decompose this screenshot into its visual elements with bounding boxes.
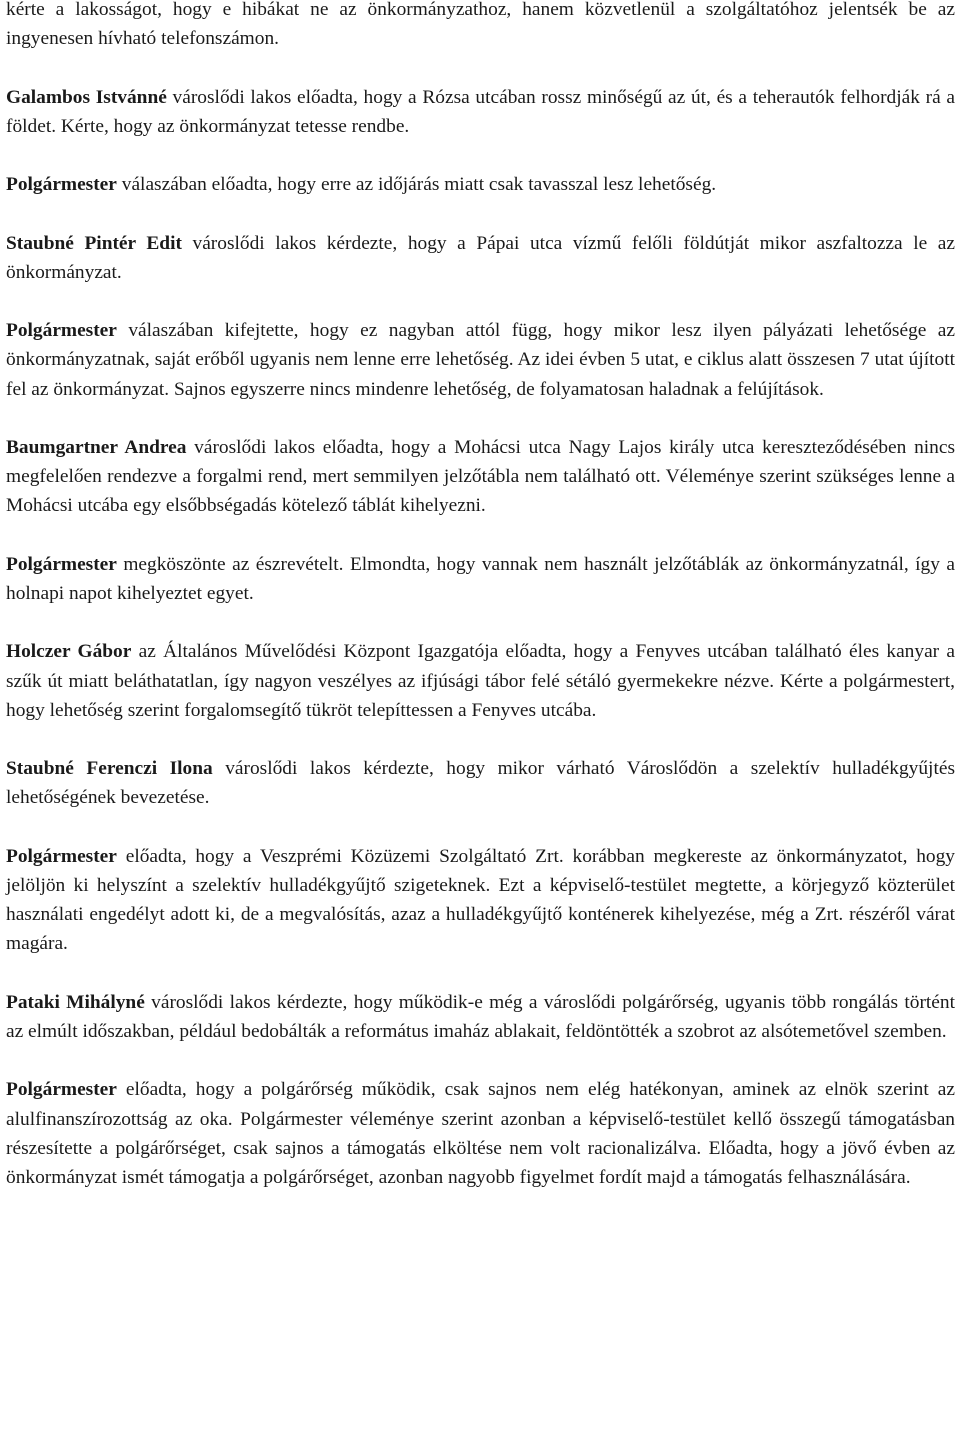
paragraph-text: városlődi lakos kérdezte, hogy a Pápai utca vízmű felőli földútját mikor aszfaltozza le az önkormányzat. [6, 232, 955, 283]
paragraph-8 [6, 637, 955, 725]
speaker-name: Polgármester [6, 845, 117, 867]
paragraph-text: városlődi lakos előadta, hogy a Mohácsi utca Nagy Lajos király utca kereszteződésében nincs megfelelően rendezve a forgalmi rend, mert semmilyen jelzőtábla nem található ott. Véleménye szerint szükséges lenne a Mohácsi utcába egy elsőbbségadás kötelező táblát kihelyezni. [6, 436, 955, 517]
paragraph-text: az Általános Művelődési Központ Igazgatója előadta, hogy a Fenyves utcában található éles kanyar a szűk út miatt beláthatatlan, így nagyon veszélyes az ifjúsági tábor felé sétáló gyermekekre nézve. Kérte a polgármestert, hogy lehetőség szerint forgalomsegítő tükröt telepíttessen a Fenyves utcába. [6, 641, 956, 721]
paragraph-10 [6, 842, 955, 959]
paragraph-12 [6, 1075, 955, 1192]
paragraph-text: válaszában kifejtette, hogy ez nagyban attól függ, hogy mikor lesz ilyen pályázati lehetősége az önkormányzatnak, saját erőből ugyanis nem lenne erre lehetőség. Az idei évben 5 utat, e ciklus alatt összesen 7 utat újított fel az önkormányzat. Sajnos egyszerre nincs mindenre lehetőség, de folyamatosan haladnak a felújítások. [6, 320, 955, 400]
speaker-name: Polgármester [6, 1079, 117, 1101]
paragraph-11 [6, 988, 955, 1046]
speaker-name: Pataki Mihályné [6, 991, 145, 1013]
paragraph-7 [6, 550, 955, 608]
paragraph-4 [6, 229, 955, 287]
document-page [6, 0, 955, 1221]
paragraph-text: előadta, hogy a Veszprémi Közüzemi Szolgáltató Zrt. korábban megkereste az önkormányzatot, hogy jelöljön ki helyszínt a szelektív hulladékgyűjtő szigeteknek. Ezt a képviselő-testület megtette, a körjegyző közterület használati engedélyt adott ki, de a megvalósítás, azaz a hulladékgyűjtő konténerek kihelyezése, még a Zrt. részéről várat magára. [6, 845, 955, 955]
paragraph-2 [6, 83, 955, 141]
speaker-name: Galambos Istvánné [6, 86, 167, 108]
paragraph-text: előadta, hogy a polgárőrség működik, csak sajnos nem elég hatékonyan, aminek az elnök szerint az alulfinanszírozottság az oka. Polgármester véleménye szerint azonban a képviselő-testület kellő összegű támogatásban részesítette a polgárőrséget, csak sajnos a támogatás elköltése nem volt racionalizálva. Előadta, hogy a jövő évben az önkormányzat ismét támogatja a polgárőrséget, azonban nagyobb figyelmet fordít majd a támogatás felhasználására. [6, 1079, 955, 1188]
speaker-name: Staubné Pintér Edit [6, 232, 182, 254]
speaker-name: Polgármester [6, 320, 117, 342]
speaker-name: Staubné Ferenczi Ilona [6, 758, 213, 780]
paragraph-1 [6, 0, 955, 53]
paragraph-text: válaszában előadta, hogy erre az időjárás miatt csak tavasszal lesz lehetőség. [116, 174, 717, 196]
paragraph-text: városlődi lakos kérdezte, hogy működik-e még a városlődi polgárőrség, ugyanis több rongálás történt az elmúlt időszakban, például bedobálták a református imaház ablakait, feldöntötték a szobrot az alsótemetővel szemben. [6, 991, 955, 1042]
paragraph-text: kérte a lakosságot, hogy e hibákat ne az önkormányzathoz, hanem közvetlenül a szolgáltatóhoz jelentsék be az ingyenesen hívható telefonszámon. [6, 0, 955, 50]
speaker-name: Baumgartner Andrea [6, 436, 187, 458]
speaker-name: Polgármester [6, 553, 117, 575]
paragraph-text: városlődi lakos előadta, hogy a Rózsa utcában rossz minőségű az út, és a teherautók felhordják rá a földet. Kérte, hogy az önkormányzat tetesse rendbe. [6, 86, 955, 137]
paragraph-9 [6, 754, 955, 812]
paragraph-3 [6, 170, 955, 199]
paragraph-6 [6, 433, 955, 521]
paragraph-text: megköszönte az észrevételt. Elmondta, hogy vannak nem használt jelzőtáblák az önkormányzatnál, így a holnapi napot kihelyeztet egyet. [6, 553, 955, 604]
paragraph-text: városlődi lakos kérdezte, hogy mikor várható Városlődön a szelektív hulladékgyűjtés lehetőségének bevezetése. [6, 758, 955, 809]
speaker-name: Holczer Gábor [6, 641, 132, 663]
paragraph-5 [6, 316, 955, 404]
speaker-name: Polgármester [6, 174, 117, 196]
